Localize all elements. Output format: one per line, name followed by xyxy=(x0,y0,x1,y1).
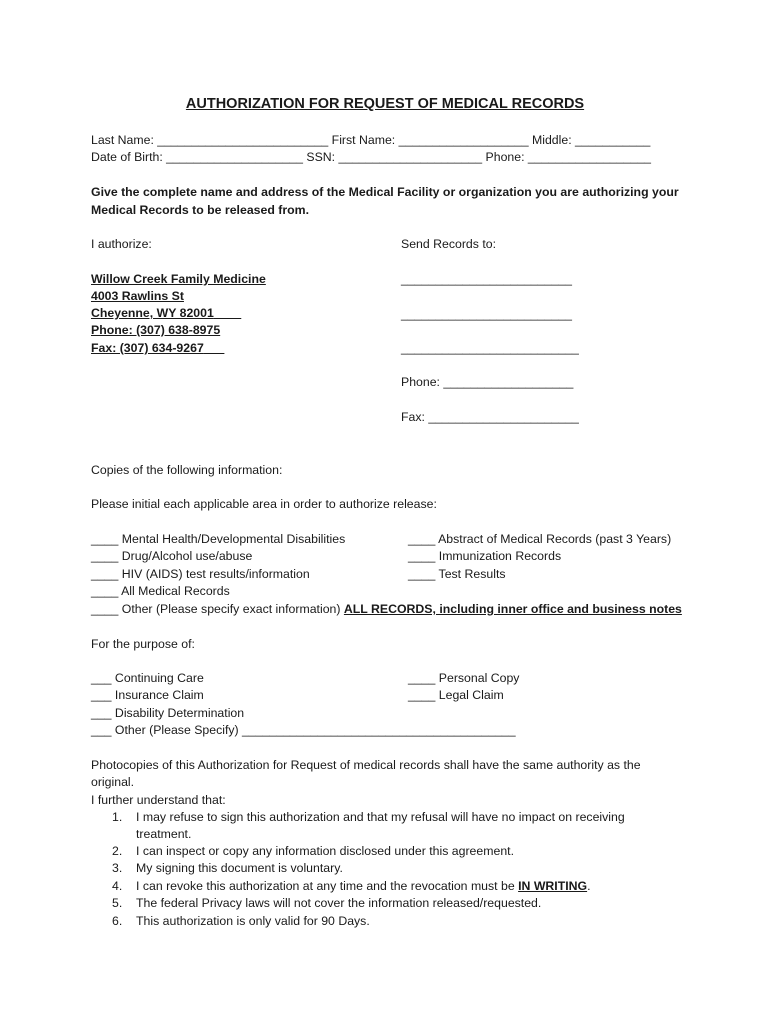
send-records-label: Send Records to: xyxy=(401,237,497,251)
facility-fax-trail: ___ xyxy=(203,341,225,355)
facility-fax xyxy=(91,340,224,356)
term-text: The federal Privacy laws will not cover the information released/requested. xyxy=(136,896,542,910)
term-number: 2. xyxy=(112,844,123,858)
send-to-line3[interactable]: __________________________ xyxy=(401,341,579,355)
term-number: 1. xyxy=(112,810,123,824)
send-to-line1[interactable]: _________________________ xyxy=(401,272,572,286)
send-to-phone[interactable]: Phone: ___________________ xyxy=(401,375,574,389)
term-number: 5. xyxy=(112,896,123,910)
release-other-value: ALL RECORDS, including inner office and business notes xyxy=(343,602,682,616)
term-number: 6. xyxy=(112,914,123,928)
facility-city-trail: ____ xyxy=(213,306,242,320)
facility-instruction-line1: Give the complete name and address of the Medical Facility or organization you are authorizing your xyxy=(91,185,679,199)
release-option[interactable]: ____ HIV (AIDS) test results/information xyxy=(91,567,310,581)
purpose-option[interactable]: ____ Personal Copy xyxy=(408,671,520,685)
photocopies-statement-line2: original. xyxy=(91,775,135,789)
photocopies-statement-line1: Photocopies of this Authorization for Request of medical records shall have the same authority as the xyxy=(91,758,641,772)
facility-city-text: Cheyenne, WY 82001 xyxy=(91,306,214,320)
term-text: My signing this document is voluntary. xyxy=(136,861,343,875)
term-text-after: . xyxy=(587,879,591,893)
release-option[interactable]: ____ Test Results xyxy=(408,567,506,581)
term-text-before: I can revoke this authorization at any time and the revocation must be xyxy=(136,879,519,893)
term-text: I can inspect or copy any information disclosed under this agreement. xyxy=(136,844,514,858)
send-to-fax[interactable]: Fax: ______________________ xyxy=(401,410,579,424)
term-item xyxy=(112,809,672,843)
release-option[interactable]: ____ Mental Health/Developmental Disabilities xyxy=(91,532,346,546)
patient-dob-ssn-phone-fields[interactable]: Date of Birth: ____________________ SSN: _____________________ Phone: __________________ xyxy=(91,150,652,164)
purpose-option[interactable]: ___ Disability Determination xyxy=(91,706,245,720)
release-option[interactable]: ____ Immunization Records xyxy=(408,549,562,563)
term-text: This authorization is only valid for 90 Days. xyxy=(136,914,370,928)
term-number: 3. xyxy=(112,861,123,875)
purpose-option-other[interactable]: ___ Other (Please Specify) ________________________________________ xyxy=(91,723,516,737)
facility-name: Willow Creek Family Medicine xyxy=(91,272,266,286)
purpose-option[interactable]: ___ Insurance Claim xyxy=(91,688,204,702)
release-option-other[interactable] xyxy=(91,601,682,617)
purpose-option[interactable]: ___ Continuing Care xyxy=(91,671,204,685)
release-option[interactable]: ____ Drug/Alcohol use/abuse xyxy=(91,549,253,563)
facility-street: 4003 Rawlins St xyxy=(91,289,184,303)
send-to-line2[interactable]: _________________________ xyxy=(401,307,572,321)
page-title: AUTHORIZATION FOR REQUEST OF MEDICAL RECORDS xyxy=(185,96,585,112)
term-emphasis: IN WRITING xyxy=(518,879,588,893)
release-other-label: ____ Other (Please specify exact information) xyxy=(91,602,344,616)
facility-fax-text: Fax: (307) 634-9267 xyxy=(91,341,204,355)
patient-name-fields[interactable]: Last Name: _________________________ First Name: ___________________ Middle: ___________ xyxy=(91,133,651,147)
understand-label: I further understand that: xyxy=(91,793,226,807)
release-option[interactable]: ____ Abstract of Medical Records (past 3 Years) xyxy=(408,532,672,546)
term-text: I may refuse to sign this authorization and that my refusal will have no impact on receiving treatment. xyxy=(136,810,625,841)
i-authorize-label: I authorize: xyxy=(91,237,152,251)
initial-label: Please initial each applicable area in order to authorize release: xyxy=(91,497,437,511)
term-number: 4. xyxy=(112,879,123,893)
release-option[interactable]: ____ All Medical Records xyxy=(91,584,230,598)
purpose-option[interactable]: ____ Legal Claim xyxy=(408,688,504,702)
purpose-label: For the purpose of: xyxy=(91,637,195,651)
facility-phone: Phone: (307) 638-8975 xyxy=(91,323,221,337)
facility-instruction-line2: Medical Records to be released from. xyxy=(91,203,309,217)
copies-label: Copies of the following information: xyxy=(91,463,283,477)
facility-city xyxy=(91,305,241,321)
term-text xyxy=(136,878,666,895)
